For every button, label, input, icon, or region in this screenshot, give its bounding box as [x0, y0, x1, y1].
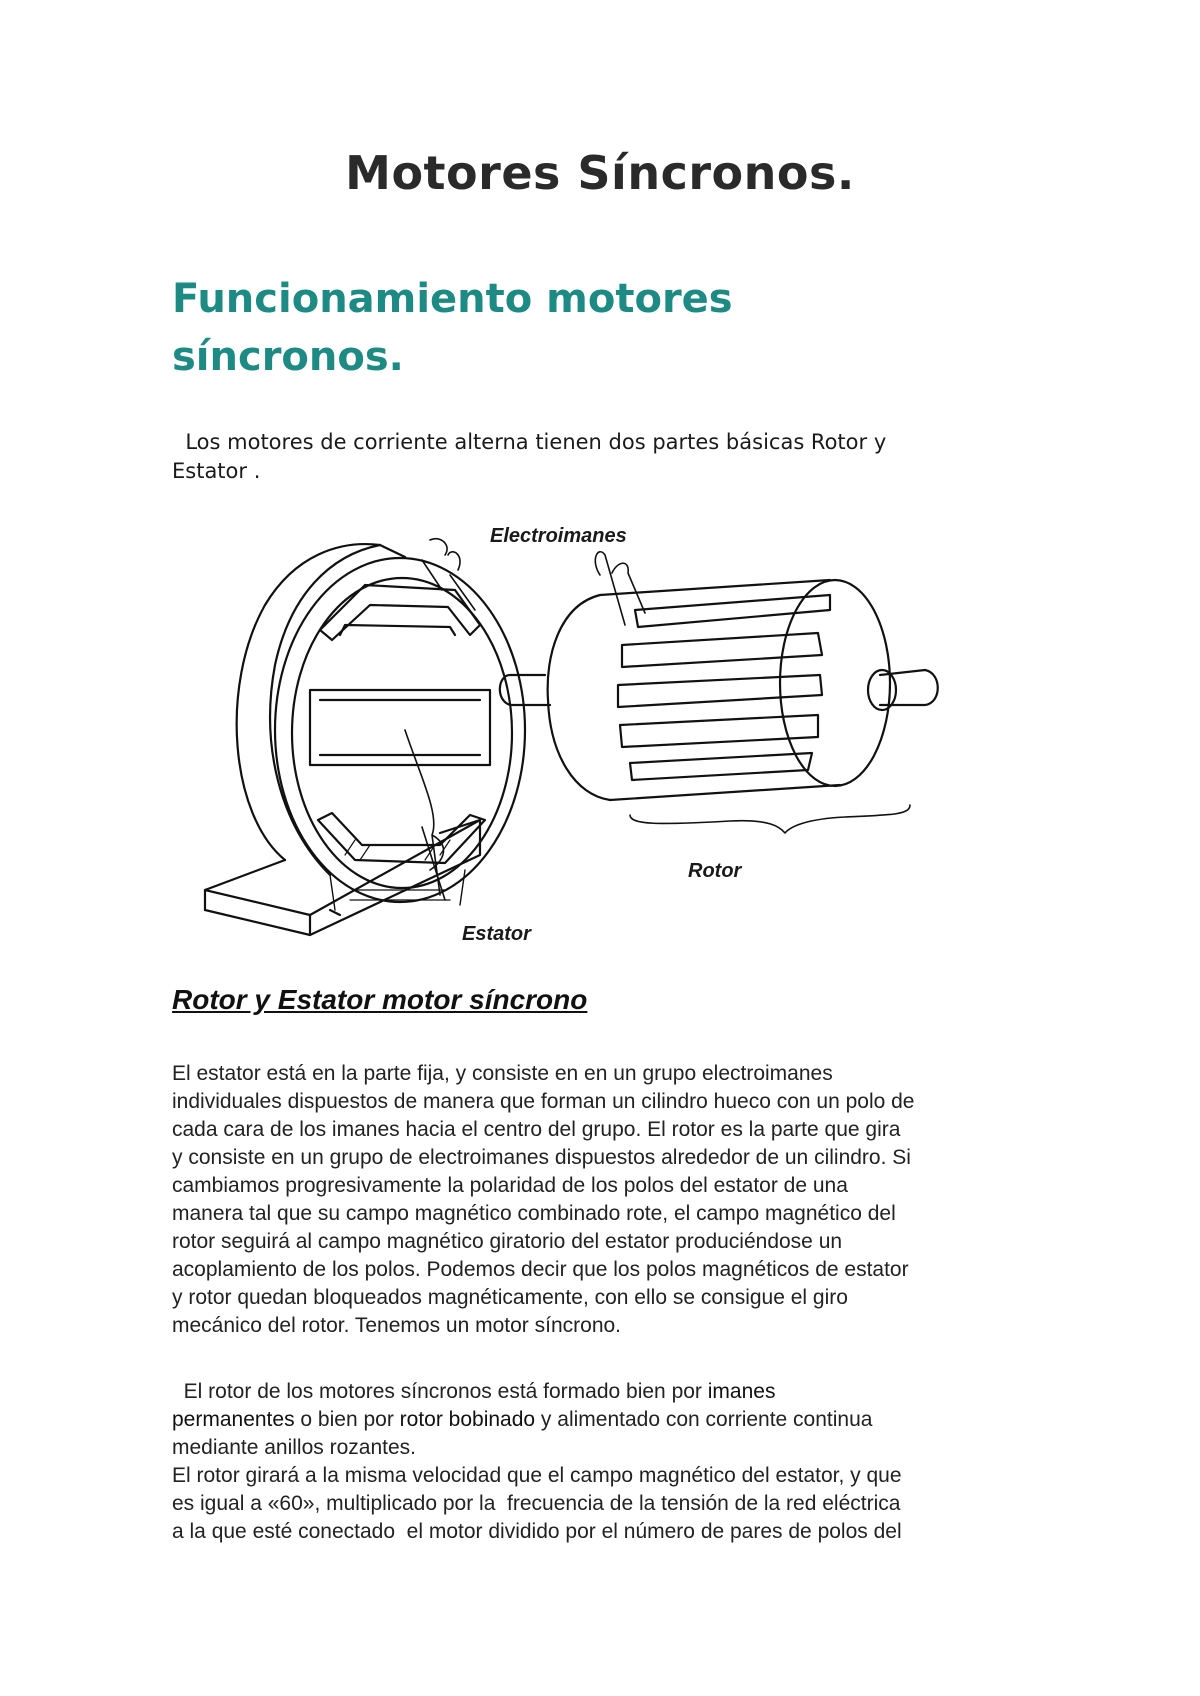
- page-title: Motores Síncronos.: [345, 146, 855, 200]
- p1-line: rotor seguirá al campo magnético giratorio del estator produciéndose un: [172, 1230, 843, 1253]
- intro-line1: Los motores de corriente alterna tienen dos partes básicas Rotor y: [172, 430, 887, 454]
- paragraph-3: [172, 1462, 1052, 1546]
- p2-text: o bien por: [294, 1408, 400, 1431]
- p1-line: manera tal que su campo magnético combinado rote, el campo magnético del: [172, 1202, 896, 1225]
- p2-text: y alimentado con corriente continua: [535, 1408, 873, 1431]
- subheading: Rotor y Estator motor síncrono: [172, 984, 588, 1015]
- p1-line: mecánico del rotor. Tenemos un motor síncrono.: [172, 1314, 622, 1337]
- label-estator: Estator: [462, 923, 531, 945]
- p3-line: a la que esté conectado el motor dividido por el número de pares de polos del: [172, 1520, 902, 1543]
- stator-drawing: [205, 544, 525, 935]
- paragraph-2: [172, 1378, 1052, 1462]
- p2-text: El rotor de los motores síncronos está formado bien por: [172, 1380, 708, 1403]
- p1-line: cada cara de los imanes hacia el centro del grupo. El rotor es la parte que gira: [172, 1118, 901, 1141]
- intro-paragraph: [172, 428, 1052, 486]
- p3-line: es igual a «60», multiplicado por la frecuencia de la tensión de la red eléctrica: [172, 1492, 901, 1515]
- section-heading: [172, 270, 1072, 386]
- p1-line: El estator está en la parte fija, y consiste en en un grupo electroimanes: [172, 1062, 833, 1085]
- motor-diagram: [190, 515, 950, 955]
- p1-line: acoplamiento de los polos. Podemos decir que los polos magnéticos de estator: [172, 1258, 909, 1281]
- label-electroimanes: Electroimanes: [490, 525, 627, 547]
- intro-line2: Estator .: [172, 459, 261, 483]
- paragraph-1: [172, 1060, 1052, 1340]
- p2-text: mediante anillos rozantes.: [172, 1436, 416, 1459]
- p1-line: individuales dispuestos de manera que forman un cilindro hueco con un polo de: [172, 1090, 915, 1113]
- p1-line: y rotor quedan bloqueados magnéticamente, con ello se consigue el giro: [172, 1286, 848, 1309]
- label-rotor: Rotor: [688, 860, 742, 882]
- link-rotor-bobinado[interactable]: rotor bobinado: [399, 1408, 536, 1431]
- p1-line: y consiste en un grupo de electroimanes dispuestos alrededor de un cilindro. Si: [172, 1146, 911, 1169]
- section-heading-line2: síncronos.: [172, 334, 404, 380]
- link-permanentes[interactable]: permanentes: [172, 1408, 295, 1431]
- p1-line: cambiamos progresivamente la polaridad de los polos del estator de una: [172, 1174, 848, 1197]
- link-imanes[interactable]: imanes: [707, 1380, 776, 1403]
- motor-diagram-drawing: [190, 515, 950, 955]
- p3-line: El rotor girará a la misma velocidad que el campo magnético del estator, y que: [172, 1464, 902, 1487]
- rotor-drawing: [500, 552, 938, 833]
- section-heading-line1: Funcionamiento motores: [172, 276, 733, 322]
